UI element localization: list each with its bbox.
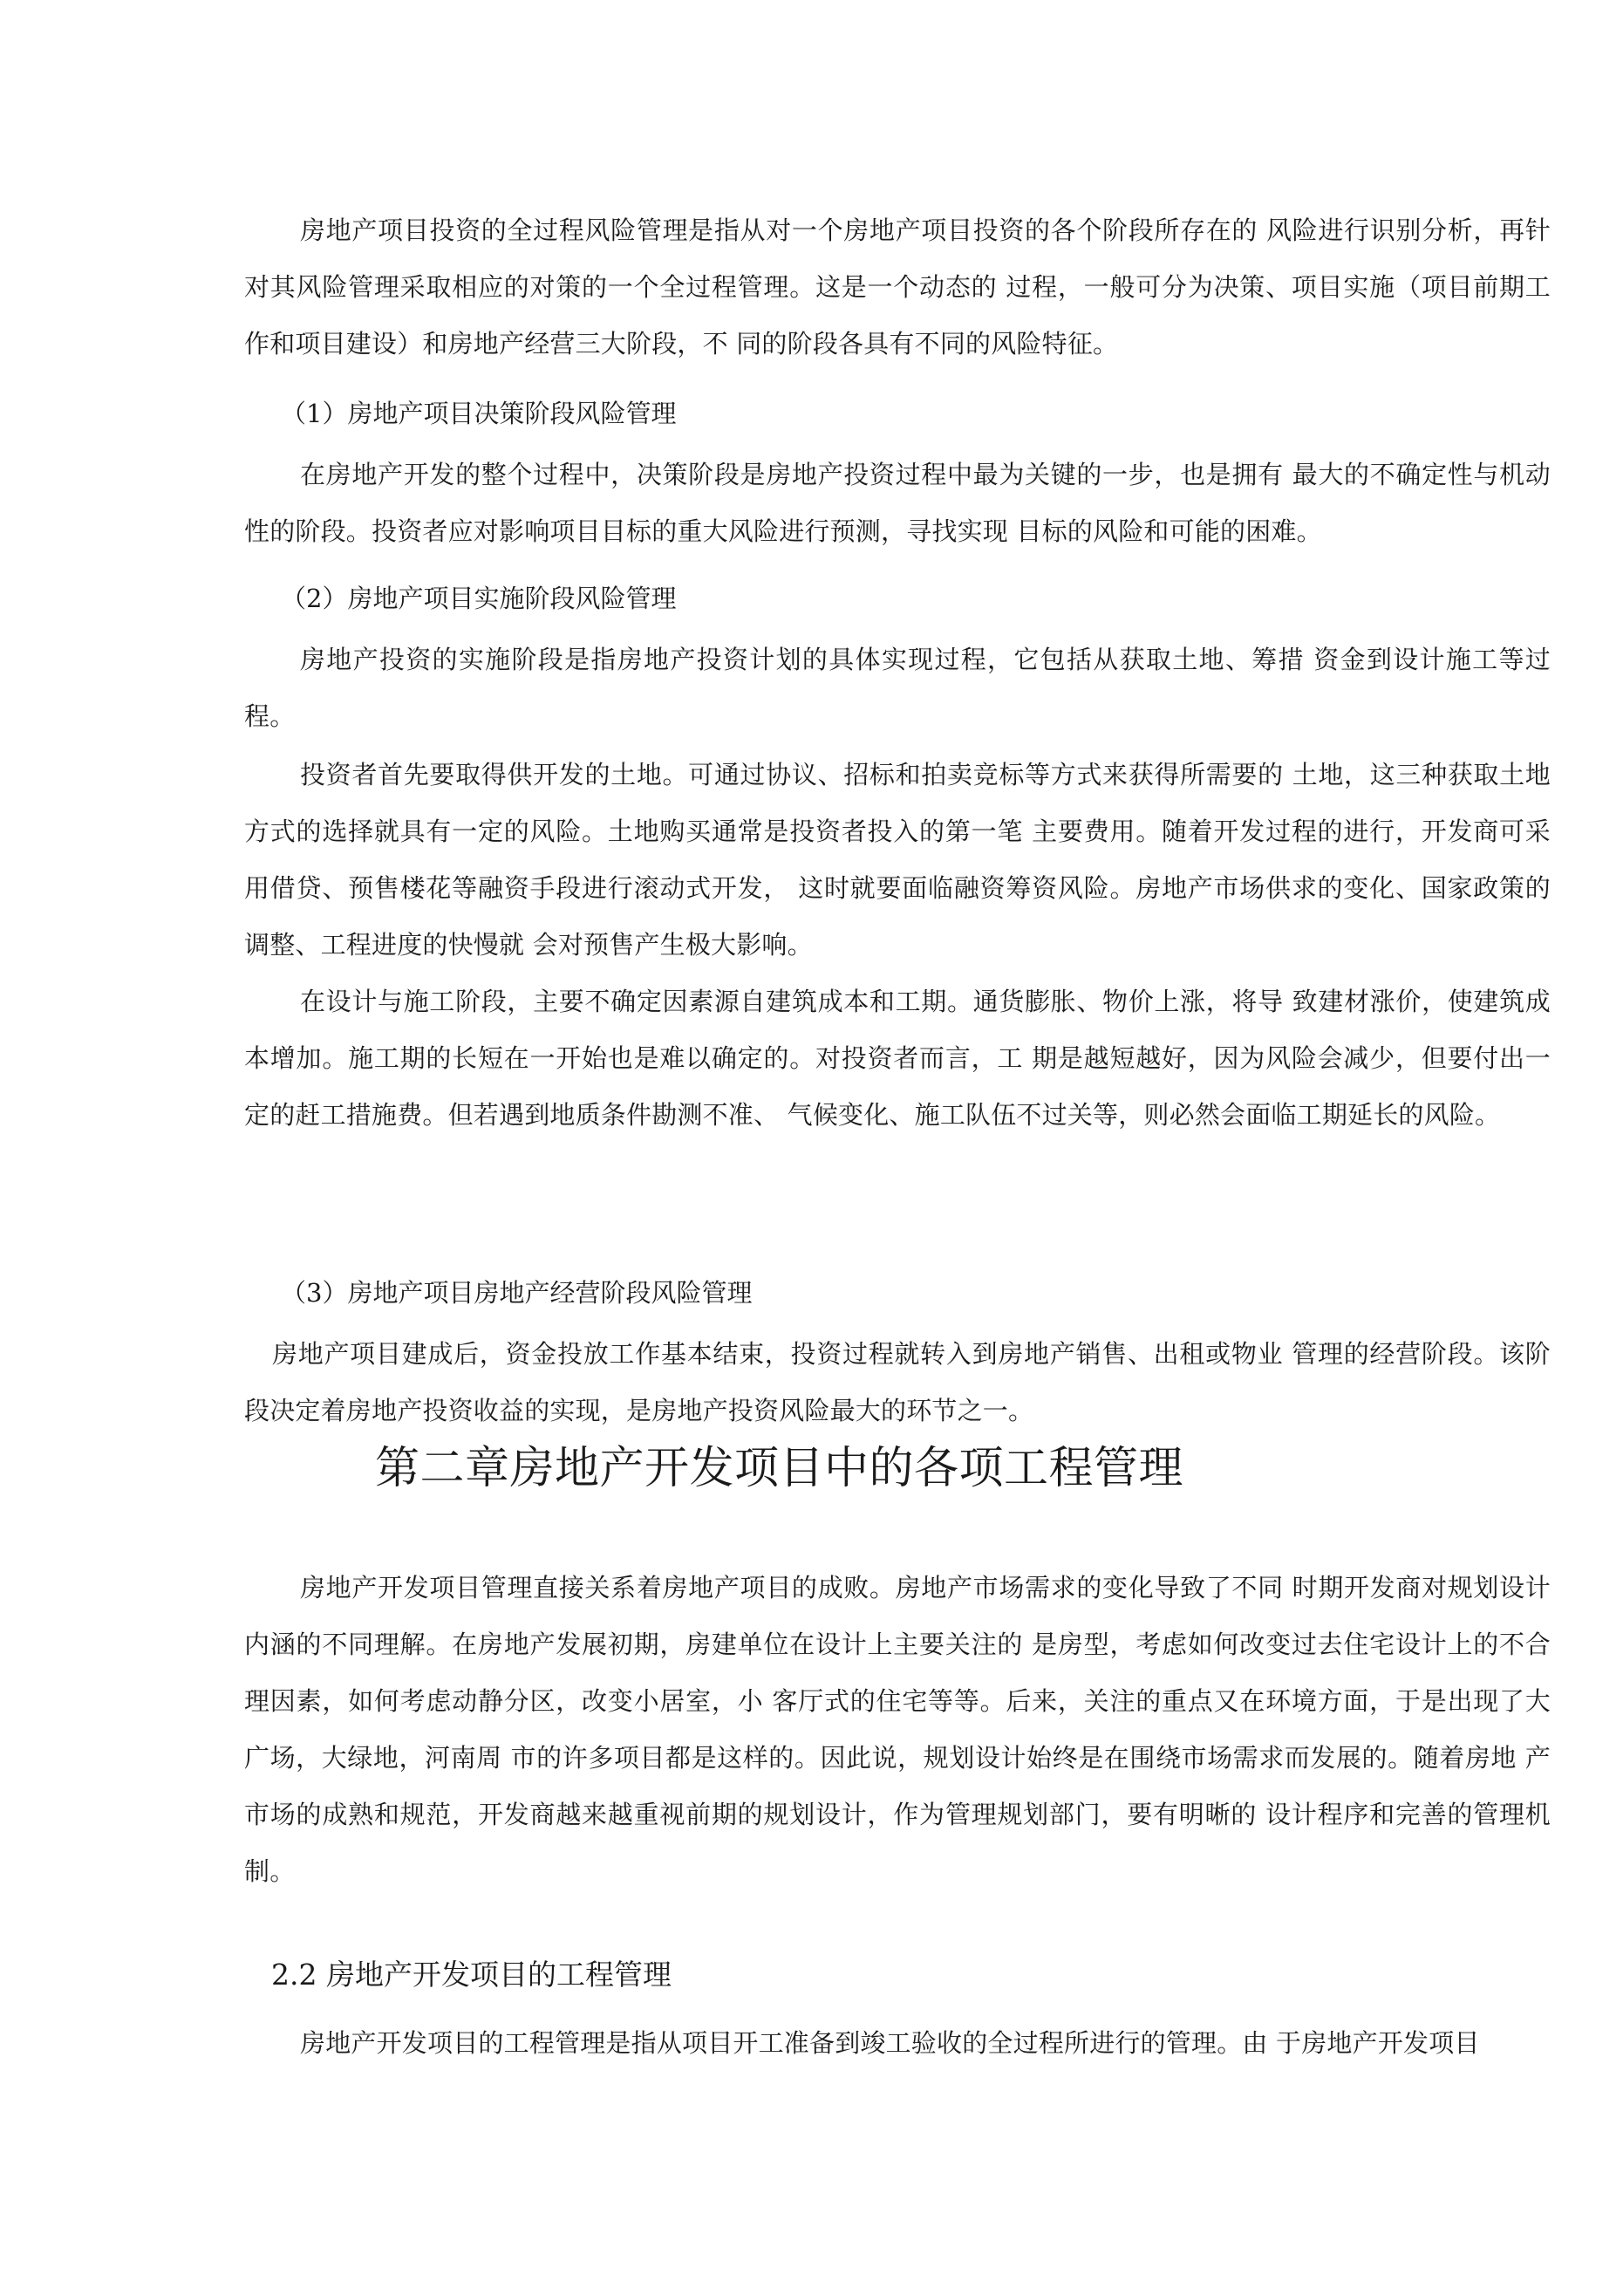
paragraph-operation-stage: 房地产项目建成后，资金投放工作基本结束，投资过程就转入到房地产销售、出租或物业 管理的经营阶段。该阶段决定着房地产投资收益的实现，是房地产投资风险最大的环节之一。 (244, 1339, 1551, 1425)
paragraph-land-acquisition: 投资者首先要取得供开发的土地。可通过协议、招标和拍卖竞标等方式来获得所需要的 土地，这三种获取土地方式的选择就具有一定的风险。土地购买通常是投资者投入的第一笔 主要费用。随着开发过程的进行，开发商可采用借贷、预售楼花等融资手段进行滚动式开发， 这时就要面临融资筹资风险。房地产市场供求的变化、国家政策的调整、工程进度的快慢就 会对预售产生极大影响。 (244, 760, 1551, 960)
section-title: 2.2 房地产开发项目的工程管理 (271, 1958, 672, 1992)
subheading-operation-stage: （3）房地产项目房地产经营阶段风险管理 (281, 1278, 753, 1308)
paragraph-intro: 房地产项目投资的全过程风险管理是指从对一个房地产项目投资的各个阶段所存在的 风险进行识别分析，再针对其风险管理采取相应的对策的一个全过程管理。这是一个动态的 过程，一般可分为决策、项目实施（项目前期工作和项目建设）和房地产经营三大阶段，不 同的阶段各具有不同的风险特征。 (244, 215, 1551, 359)
paragraph-engineering-management: 房地产开发项目的工程管理是指从项目开工准备到竣工验收的全过程所进行的管理。由 于房地产开发项目 (300, 2028, 1480, 2058)
subheading-implementation-stage: （2）房地产项目实施阶段风险管理 (281, 584, 677, 613)
chapter-title: 第二章房地产开发项目中的各项工程管理 (375, 1443, 1184, 1494)
paragraph-decision-stage: 在房地产开发的整个过程中，决策阶段是房地产投资过程中最为关键的一步，也是拥有 最大的不确定性与机动性的阶段。投资者应对影响项目目标的重大风险进行预测，寻找实现 目标的风险和可能的困难。 (244, 460, 1551, 546)
subheading-decision-stage: （1）房地产项目决策阶段风险管理 (281, 399, 677, 428)
paragraph-design-construction: 在设计与施工阶段，主要不确定因素源自建筑成本和工期。通货膨胀、物价上涨，将导 致建材涨价，使建筑成本增加。施工期的长短在一开始也是难以确定的。对投资者而言，工 期是越短越好，因为风险会减少，但要付出一定的赶工措施费。但若遇到地质条件勘测不准、 气候变化、施工队伍不过关等，则必然会面临工期延长的风险。 (244, 987, 1551, 1130)
paragraph-implementation-stage: 房地产投资的实施阶段是指房地产投资计划的具体实现过程，它包括从获取土地、筹措 资金到设计施工等过程。 (244, 645, 1551, 731)
paragraph-project-management: 房地产开发项目管理直接关系着房地产项目的成败。房地产市场需求的变化导致了不同 时期开发商对规划设计内涵的不同理解。在房地产发展初期，房建单位在设计上主要关注的 是房型，考虑如何改变过去住宅设计上的不合理因素，如何考虑动静分区，改变小居室，小 客厅式的住宅等等。后来，关注的重点又在环境方面，于是出现了大广场，大绿地，河南周 市的许多项目都是这样的。因此说，规划设计始终是在围绕市场需求而发展的。随着房地 产市场的成熟和规范，开发商越来越重视前期的规划设计，作为管理规划部门，要有明晰的 设计程序和完善的管理机制。 (244, 1573, 1551, 1886)
